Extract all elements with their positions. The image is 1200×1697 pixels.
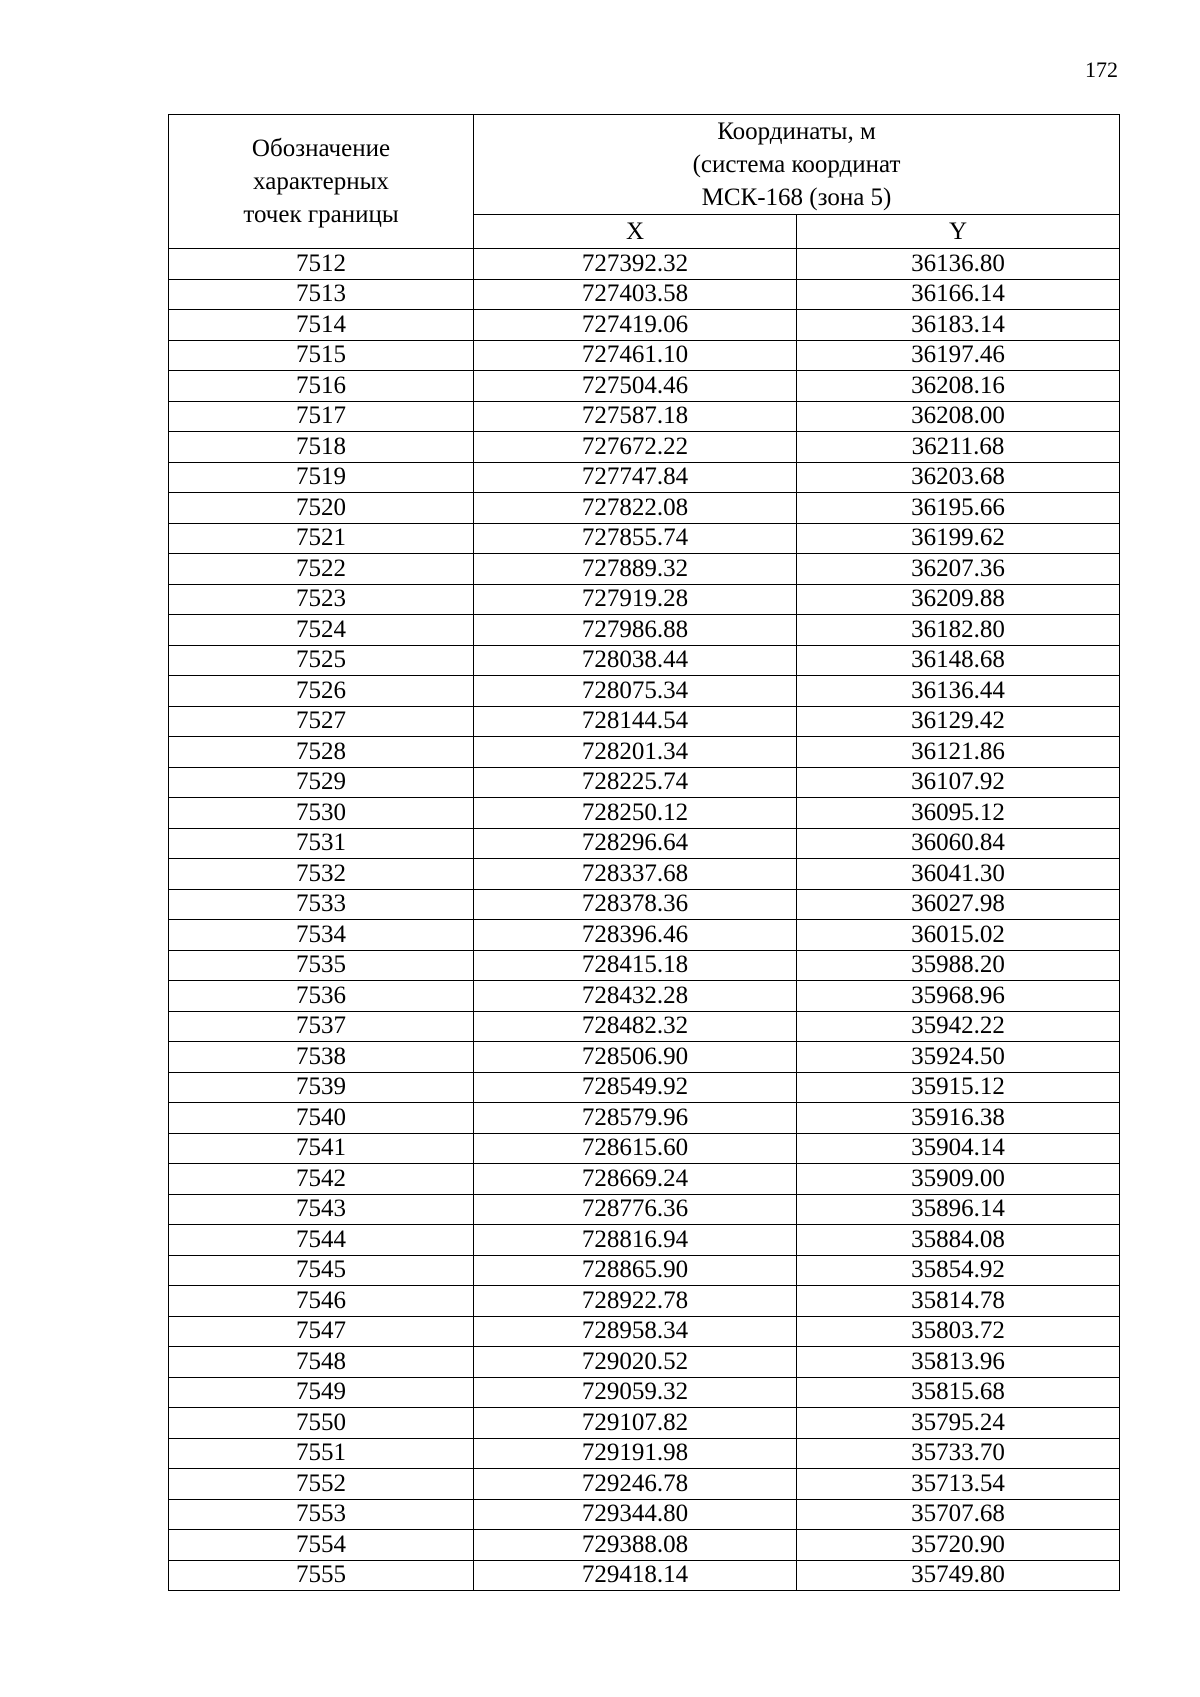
- table-row: [169, 401, 1120, 432]
- cell-y: 36211.68: [797, 432, 1120, 463]
- cell-x: 728579.96: [474, 1103, 797, 1134]
- cell-point: 7531: [169, 828, 474, 859]
- cell-y: 35968.96: [797, 981, 1120, 1012]
- table-row: [169, 1133, 1120, 1164]
- header-row: [169, 115, 1120, 215]
- cell-y: 36183.14: [797, 310, 1120, 341]
- cell-point: 7519: [169, 462, 474, 493]
- cell-x: 729418.14: [474, 1560, 797, 1591]
- cell-x: 727672.22: [474, 432, 797, 463]
- cell-x: 728615.60: [474, 1133, 797, 1164]
- cell-x: 728669.24: [474, 1164, 797, 1195]
- cell-y: 35942.22: [797, 1011, 1120, 1042]
- table-row: [169, 981, 1120, 1012]
- cell-point: 7544: [169, 1225, 474, 1256]
- table-row: [169, 554, 1120, 585]
- cell-point: 7554: [169, 1530, 474, 1561]
- table-row: [169, 523, 1120, 554]
- cell-x: 727919.28: [474, 584, 797, 615]
- table-row: [169, 340, 1120, 371]
- cell-x: 727855.74: [474, 523, 797, 554]
- cell-x: 729246.78: [474, 1469, 797, 1500]
- table-row: [169, 279, 1120, 310]
- cell-y: 36166.14: [797, 279, 1120, 310]
- cell-x: 729020.52: [474, 1347, 797, 1378]
- cell-point: 7521: [169, 523, 474, 554]
- cell-point: 7552: [169, 1469, 474, 1500]
- cell-point: 7532: [169, 859, 474, 890]
- cell-point: 7526: [169, 676, 474, 707]
- cell-y: 35916.38: [797, 1103, 1120, 1134]
- cell-point: 7533: [169, 889, 474, 920]
- cell-y: 36207.36: [797, 554, 1120, 585]
- table-row: [169, 1377, 1120, 1408]
- cell-point: 7515: [169, 340, 474, 371]
- cell-point: 7548: [169, 1347, 474, 1378]
- cell-x: 728144.54: [474, 706, 797, 737]
- table-header: [169, 115, 1120, 249]
- cell-x: 727461.10: [474, 340, 797, 371]
- cell-y: 36107.92: [797, 767, 1120, 798]
- cell-x: 727504.46: [474, 371, 797, 402]
- cell-x: 728201.34: [474, 737, 797, 768]
- table-row: [169, 615, 1120, 646]
- cell-x: 729191.98: [474, 1438, 797, 1469]
- table-row: [169, 645, 1120, 676]
- table-row: [169, 1225, 1120, 1256]
- cell-y: 36121.86: [797, 737, 1120, 768]
- table-row: [169, 1194, 1120, 1225]
- page-number: 172: [1085, 57, 1118, 82]
- table-row: [169, 462, 1120, 493]
- cell-y: 35915.12: [797, 1072, 1120, 1103]
- cell-point: 7535: [169, 950, 474, 981]
- cell-x: 728225.74: [474, 767, 797, 798]
- cell-point: 7518: [169, 432, 474, 463]
- table-row: [169, 249, 1120, 280]
- header-coords-line: Координаты, м: [717, 118, 876, 145]
- table-row: [169, 1347, 1120, 1378]
- cell-y: 36195.66: [797, 493, 1120, 524]
- cell-point: 7529: [169, 767, 474, 798]
- cell-y: 36095.12: [797, 798, 1120, 829]
- table-row: [169, 1316, 1120, 1347]
- cell-y: 35713.54: [797, 1469, 1120, 1500]
- cell-x: 729059.32: [474, 1377, 797, 1408]
- cell-x: 728958.34: [474, 1316, 797, 1347]
- cell-x: 729388.08: [474, 1530, 797, 1561]
- cell-y: 35795.24: [797, 1408, 1120, 1439]
- table-row: [169, 828, 1120, 859]
- cell-point: 7514: [169, 310, 474, 341]
- cell-point: 7553: [169, 1499, 474, 1530]
- table-body: [169, 249, 1120, 1591]
- cell-point: 7545: [169, 1255, 474, 1286]
- cell-y: 36136.44: [797, 676, 1120, 707]
- table-row: [169, 1286, 1120, 1317]
- cell-y: 35813.96: [797, 1347, 1120, 1378]
- header-point-line: точек границы: [243, 201, 399, 228]
- cell-point: 7525: [169, 645, 474, 676]
- table-row: [169, 859, 1120, 890]
- cell-point: 7555: [169, 1560, 474, 1591]
- cell-y: 36199.62: [797, 523, 1120, 554]
- header-coords-line: (система координат: [692, 151, 901, 178]
- cell-point: 7538: [169, 1042, 474, 1073]
- cell-point: 7541: [169, 1133, 474, 1164]
- cell-y: 35896.14: [797, 1194, 1120, 1225]
- table-row: [169, 920, 1120, 951]
- cell-y: 36208.00: [797, 401, 1120, 432]
- header-point-line: Обозначение: [251, 135, 391, 162]
- cell-point: 7528: [169, 737, 474, 768]
- cell-x: 728075.34: [474, 676, 797, 707]
- cell-x: 728776.36: [474, 1194, 797, 1225]
- cell-x: 728415.18: [474, 950, 797, 981]
- table-row: [169, 584, 1120, 615]
- cell-y: 36136.80: [797, 249, 1120, 280]
- cell-point: 7530: [169, 798, 474, 829]
- header-point-designation: [169, 115, 474, 249]
- cell-point: 7536: [169, 981, 474, 1012]
- cell-y: 35803.72: [797, 1316, 1120, 1347]
- cell-y: 35815.68: [797, 1377, 1120, 1408]
- table-row: [169, 889, 1120, 920]
- cell-x: 727986.88: [474, 615, 797, 646]
- header-y: Y: [797, 215, 1120, 249]
- cell-y: 35988.20: [797, 950, 1120, 981]
- cell-point: 7513: [169, 279, 474, 310]
- table-row: [169, 706, 1120, 737]
- cell-point: 7540: [169, 1103, 474, 1134]
- cell-y: 35904.14: [797, 1133, 1120, 1164]
- cell-point: 7520: [169, 493, 474, 524]
- cell-y: 35924.50: [797, 1042, 1120, 1073]
- cell-x: 728482.32: [474, 1011, 797, 1042]
- table-row: [169, 1408, 1120, 1439]
- cell-x: 728337.68: [474, 859, 797, 890]
- cell-point: 7516: [169, 371, 474, 402]
- cell-point: 7524: [169, 615, 474, 646]
- cell-x: 728865.90: [474, 1255, 797, 1286]
- table-row: [169, 371, 1120, 402]
- cell-y: 35884.08: [797, 1225, 1120, 1256]
- cell-y: 36060.84: [797, 828, 1120, 859]
- table-row: [169, 676, 1120, 707]
- cell-y: 36208.16: [797, 371, 1120, 402]
- cell-y: 36182.80: [797, 615, 1120, 646]
- header-coordinates: [474, 115, 1120, 215]
- table-row: [169, 432, 1120, 463]
- cell-point: 7542: [169, 1164, 474, 1195]
- cell-x: 728038.44: [474, 645, 797, 676]
- cell-point: 7522: [169, 554, 474, 585]
- cell-point: 7517: [169, 401, 474, 432]
- cell-point: 7512: [169, 249, 474, 280]
- table-row: [169, 798, 1120, 829]
- cell-point: 7546: [169, 1286, 474, 1317]
- table-row: [169, 1164, 1120, 1195]
- coordinates-table: [168, 114, 1120, 1591]
- cell-x: 727822.08: [474, 493, 797, 524]
- cell-point: 7537: [169, 1011, 474, 1042]
- cell-x: 727403.58: [474, 279, 797, 310]
- cell-y: 35749.80: [797, 1560, 1120, 1591]
- cell-y: 36015.02: [797, 920, 1120, 951]
- table-row: [169, 310, 1120, 341]
- cell-x: 728296.64: [474, 828, 797, 859]
- table-row: [169, 767, 1120, 798]
- table-row: [169, 1438, 1120, 1469]
- cell-y: 36027.98: [797, 889, 1120, 920]
- table-row: [169, 950, 1120, 981]
- cell-x: 728396.46: [474, 920, 797, 951]
- cell-y: 35814.78: [797, 1286, 1120, 1317]
- cell-y: 35854.92: [797, 1255, 1120, 1286]
- table-row: [169, 1072, 1120, 1103]
- cell-point: 7534: [169, 920, 474, 951]
- table-row: [169, 1499, 1120, 1530]
- cell-y: 36197.46: [797, 340, 1120, 371]
- cell-y: 36041.30: [797, 859, 1120, 890]
- cell-point: 7543: [169, 1194, 474, 1225]
- cell-point: 7550: [169, 1408, 474, 1439]
- table-row: [169, 1011, 1120, 1042]
- cell-point: 7539: [169, 1072, 474, 1103]
- cell-y: 36129.42: [797, 706, 1120, 737]
- header-coords-line: МСК-168 (зона 5): [701, 184, 892, 211]
- table-row: [169, 1560, 1120, 1591]
- table-row: [169, 1042, 1120, 1073]
- table-row: [169, 1530, 1120, 1561]
- table-row: [169, 1103, 1120, 1134]
- cell-x: 728250.12: [474, 798, 797, 829]
- cell-x: 727747.84: [474, 462, 797, 493]
- cell-x: 728816.94: [474, 1225, 797, 1256]
- cell-y: 36148.68: [797, 645, 1120, 676]
- cell-point: 7551: [169, 1438, 474, 1469]
- cell-x: 728432.28: [474, 981, 797, 1012]
- header-x: X: [474, 215, 797, 249]
- cell-y: 35720.90: [797, 1530, 1120, 1561]
- cell-x: 729107.82: [474, 1408, 797, 1439]
- cell-y: 35909.00: [797, 1164, 1120, 1195]
- cell-point: 7523: [169, 584, 474, 615]
- cell-x: 727392.32: [474, 249, 797, 280]
- cell-y: 35733.70: [797, 1438, 1120, 1469]
- cell-x: 727889.32: [474, 554, 797, 585]
- cell-y: 36203.68: [797, 462, 1120, 493]
- cell-x: 727419.06: [474, 310, 797, 341]
- cell-point: 7549: [169, 1377, 474, 1408]
- header-point-line: характерных: [253, 168, 389, 195]
- cell-x: 728549.92: [474, 1072, 797, 1103]
- cell-x: 728922.78: [474, 1286, 797, 1317]
- table-row: [169, 493, 1120, 524]
- cell-x: 727587.18: [474, 401, 797, 432]
- cell-point: 7547: [169, 1316, 474, 1347]
- cell-x: 728506.90: [474, 1042, 797, 1073]
- cell-y: 36209.88: [797, 584, 1120, 615]
- table-row: [169, 737, 1120, 768]
- cell-x: 729344.80: [474, 1499, 797, 1530]
- table-row: [169, 1255, 1120, 1286]
- cell-x: 728378.36: [474, 889, 797, 920]
- table-row: [169, 1469, 1120, 1500]
- cell-y: 35707.68: [797, 1499, 1120, 1530]
- cell-point: 7527: [169, 706, 474, 737]
